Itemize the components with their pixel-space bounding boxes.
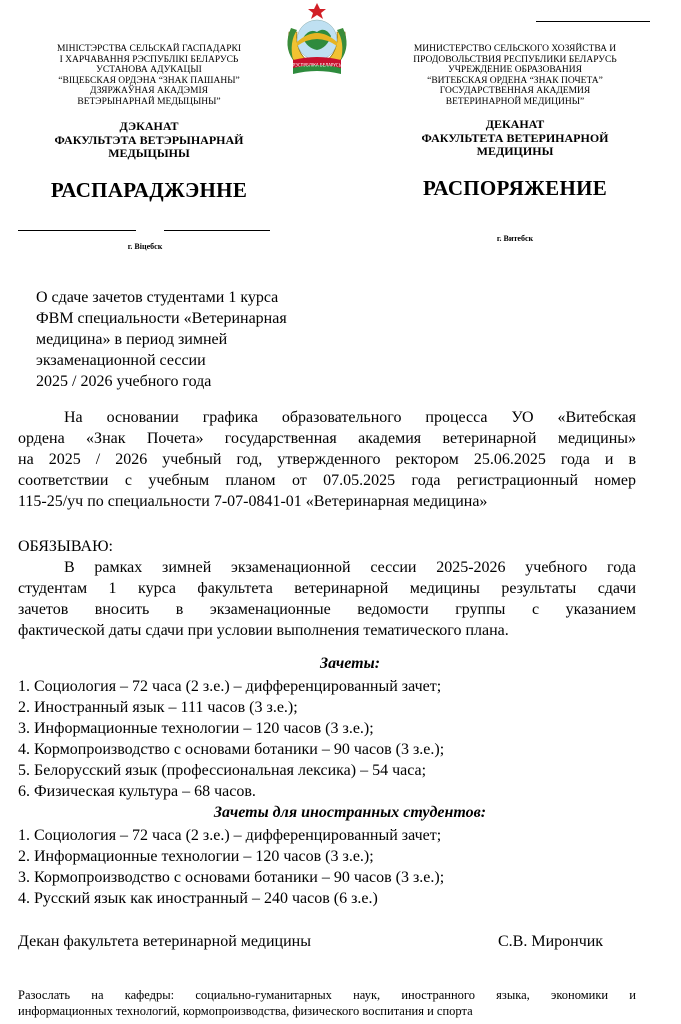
right-doc-type: РАСПОРЯЖЕНИЕ: [422, 176, 608, 200]
foreign-credit-item: 1. Социология – 72 часа (2 з.е.) – дифференцированный зачет;: [18, 827, 442, 844]
foreign-credit-item: 4. Русский язык как иностранный – 240 часов (6 з.е.): [18, 890, 378, 907]
basis-line: На основании графика образовательного процесса УО «Витебская: [64, 409, 636, 426]
foreign-credits-list: [18, 825, 638, 909]
basis-line: 115-25/уч по специальности 7-07-0841-01 «Ветеринарная медицина»: [18, 493, 488, 510]
right-city: г. Витебск: [496, 234, 534, 243]
order-line: В рамках зимней экзаменационной сессии 2025-2026 учебного года: [64, 559, 636, 576]
subject-line: ФВМ специальности «Ветеринарная: [36, 310, 287, 327]
subject-line: О сдаче зачетов студентами 1 курса: [36, 289, 279, 306]
foreign-credit-item: 2. Информационные технологии – 120 часов (3 з.е.);: [18, 848, 374, 865]
left-header-line: УСТАНОВА АДУКАЦЫІ: [96, 65, 202, 75]
right-header-line: МИНИСТЕРСТВО СЕЛЬСКОГО ХОЗЯЙСТВА И: [413, 44, 617, 54]
obligate-heading: ОБЯЗЫВАЮ:: [18, 538, 113, 555]
order-paragraph: [18, 557, 636, 641]
left-city: г. Віцебск: [127, 242, 163, 251]
credit-item: 6. Физическая культура – 68 часов.: [18, 783, 256, 800]
foreign-credit-item: 3. Кормопроизводство с основами ботаники – 90 часов (3 з.е.);: [18, 869, 445, 886]
foreign-credits-title: Зачеты для иностранных студентов:: [213, 804, 487, 821]
subject-line: экзаменационной сессии: [36, 352, 206, 369]
right-header-line: ВЕТЕРИНАРНОЙ МЕДИЦИНЫ”: [445, 96, 585, 107]
top-right-line: [536, 21, 650, 22]
credit-item: 2. Иностранный язык – 111 часов (3 з.е.);: [18, 699, 298, 716]
order-line: зачетов вносить в экзаменационные ведомости группы с указанием: [18, 601, 636, 618]
credit-item: 3. Информационные технологии – 120 часов (3 з.е.);: [18, 720, 374, 737]
left-header-line: І ХАРЧАВАННЯ РЭСПУБЛІКІ БЕЛАРУСЬ: [59, 54, 239, 65]
left-doc-type: РАСПАРАДЖЭННЕ: [50, 178, 248, 202]
left-number-line: [164, 230, 270, 231]
right-header-line: ПРОДОВОЛЬСТВИЯ РЕСПУБЛИКИ БЕЛАРУСЬ: [413, 54, 617, 65]
subject-line: медицина» в период зимней: [36, 331, 228, 348]
right-dean-office: ДЕКАНАТ ФАКУЛЬТЕТА ВЕТЕРИНАРНОЙ МЕДИЦИНЫ: [421, 117, 609, 158]
order-line: фактической даты сдачи при условии выполнения тематического плана.: [18, 622, 509, 639]
credit-item: 1. Социология – 72 часа (2 з.е.) – дифференцированный зачет;: [18, 678, 442, 695]
order-line: студентам 1 курса факультета ветеринарной медицины результаты сдачи: [18, 580, 636, 597]
left-date-line: [18, 230, 136, 231]
right-header-line: УЧРЕЖДЕНИЕ ОБРАЗОВАНИЯ: [448, 65, 582, 75]
credits-title: Зачеты:: [319, 655, 381, 672]
distribution-note: [18, 987, 636, 1019]
left-ministry-header: [18, 44, 280, 107]
credit-item: 4. Кормопроизводство с основами ботаники – 90 часов (3 з.е.);: [18, 741, 445, 758]
distribution-line: Разослать на кафедры: социально-гуманитарных наук, иностранного языка, экономики и: [18, 988, 636, 1002]
left-header-line: ВЕТЭРЫНАРНАЙ МЕДЫЦЫНЫ”: [77, 96, 221, 107]
basis-paragraph: [18, 407, 636, 512]
left-dean-office: ДЭКАНАТ ФАКУЛЬТЭТА ВЕТЭРЫНАРНАЙ МЕДЫЦЫНЫ: [54, 119, 244, 160]
left-header-line: “ВІЦЕБСКАЯ ОРДЭНА “ЗНАК ПАШАНЫ”: [58, 75, 240, 86]
credits-list: [18, 676, 638, 802]
signature-position: Декан факультета ветеринарной медицины: [18, 933, 311, 950]
right-ministry-header: [384, 44, 646, 107]
subject-block: [36, 287, 356, 392]
signature-name: С.В. Мирончик: [498, 933, 604, 950]
left-header-line: ДЗЯРЖАЎНАЯ АКАДЭМІЯ: [90, 86, 208, 96]
credit-item: 5. Белорусский язык (профессиональная лексика) – 54 часа;: [18, 762, 427, 779]
belarus-emblem-icon: [279, 2, 355, 80]
emblem-ribbon-text: РЭСПУБЛІКА БЕЛАРУСЬ: [292, 62, 342, 68]
distribution-line: информационных технологий, кормопроизводства, физического воспитания и спорта: [18, 1004, 473, 1018]
subject-line: 2025 / 2026 учебного года: [36, 373, 212, 390]
basis-line: на 2025 / 2026 учебный год, утвержденного ректором 25.06.2025 года и в: [18, 451, 636, 468]
right-header-line: “ВИТЕБСКАЯ ОРДЕНА “ЗНАК ПОЧЕТА”: [427, 75, 603, 86]
left-header-line: МІНІСТЭРСТВА СЕЛЬСКАЙ ГАСПАДАРКІ: [56, 44, 242, 54]
basis-line: ордена «Знак Почета» государственная академия ветеринарной медицины»: [18, 430, 636, 447]
basis-line: соответствии с учебным планом от 07.05.2025 года регистрационный номер: [18, 472, 636, 489]
right-header-line: ГОСУДАРСТВЕННАЯ АКАДЕМИЯ: [439, 86, 591, 96]
